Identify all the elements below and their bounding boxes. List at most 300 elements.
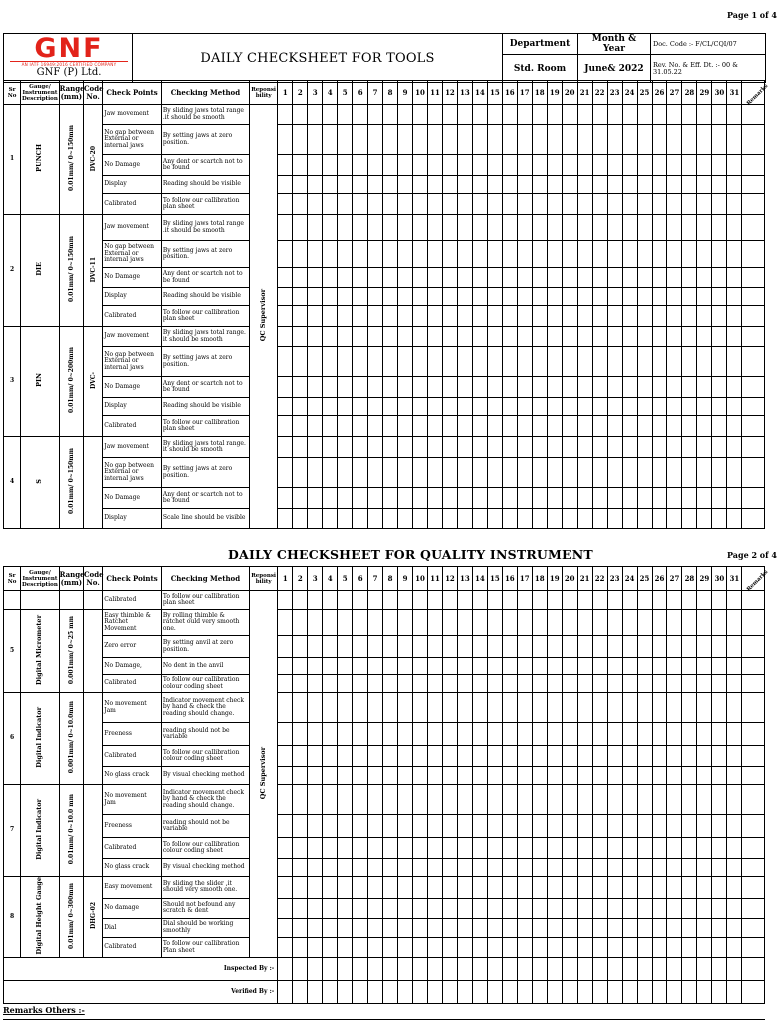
day-cell[interactable]	[293, 767, 308, 785]
remarks-cell[interactable]	[742, 859, 765, 877]
day-cell[interactable]	[532, 898, 547, 918]
day-cell[interactable]	[577, 176, 592, 194]
day-cell[interactable]	[517, 918, 532, 938]
day-cell[interactable]	[368, 488, 383, 509]
day-cell[interactable]	[383, 458, 398, 488]
day-cell[interactable]	[413, 416, 428, 437]
day-cell[interactable]	[457, 675, 472, 693]
day-cell[interactable]	[398, 838, 413, 859]
day-cell[interactable]	[682, 918, 697, 938]
day-cell[interactable]	[427, 215, 442, 241]
day-cell[interactable]	[502, 785, 517, 815]
day-cell[interactable]	[472, 306, 487, 327]
day-cell[interactable]	[712, 509, 727, 529]
day-cell[interactable]	[607, 981, 622, 1004]
day-cell[interactable]	[622, 398, 637, 416]
day-cell[interactable]	[577, 194, 592, 215]
day-cell[interactable]	[427, 767, 442, 785]
day-cell[interactable]	[712, 591, 727, 610]
day-cell[interactable]	[577, 416, 592, 437]
day-cell[interactable]	[413, 767, 428, 785]
day-cell[interactable]	[442, 898, 457, 918]
day-cell[interactable]	[682, 241, 697, 268]
day-cell[interactable]	[368, 838, 383, 859]
day-cell[interactable]	[577, 591, 592, 610]
day-cell[interactable]	[353, 176, 368, 194]
day-cell[interactable]	[562, 509, 577, 529]
day-cell[interactable]	[353, 241, 368, 268]
day-cell[interactable]	[383, 416, 398, 437]
day-cell[interactable]	[338, 437, 353, 458]
day-cell[interactable]	[622, 658, 637, 675]
day-cell[interactable]	[562, 176, 577, 194]
day-cell[interactable]	[547, 785, 562, 815]
day-cell[interactable]	[353, 658, 368, 675]
day-cell[interactable]	[727, 938, 742, 958]
day-cell[interactable]	[413, 918, 428, 938]
day-cell[interactable]	[383, 241, 398, 268]
day-cell[interactable]	[323, 877, 338, 899]
day-cell[interactable]	[517, 194, 532, 215]
day-cell[interactable]	[712, 176, 727, 194]
day-cell[interactable]	[577, 859, 592, 877]
day-cell[interactable]	[532, 877, 547, 899]
day-cell[interactable]	[368, 215, 383, 241]
day-cell[interactable]	[278, 416, 293, 437]
day-cell[interactable]	[323, 785, 338, 815]
day-cell[interactable]	[293, 176, 308, 194]
day-cell[interactable]	[427, 377, 442, 398]
day-cell[interactable]	[427, 877, 442, 899]
day-cell[interactable]	[427, 458, 442, 488]
day-cell[interactable]	[293, 241, 308, 268]
day-cell[interactable]	[293, 155, 308, 176]
day-cell[interactable]	[368, 155, 383, 176]
day-cell[interactable]	[308, 981, 323, 1004]
day-cell[interactable]	[517, 785, 532, 815]
day-cell[interactable]	[398, 347, 413, 377]
day-cell[interactable]	[667, 981, 682, 1004]
day-cell[interactable]	[592, 723, 607, 746]
day-cell[interactable]	[532, 176, 547, 194]
day-cell[interactable]	[727, 636, 742, 658]
day-cell[interactable]	[607, 488, 622, 509]
day-cell[interactable]	[562, 458, 577, 488]
day-cell[interactable]	[383, 746, 398, 767]
day-cell[interactable]	[607, 693, 622, 723]
day-cell[interactable]	[368, 327, 383, 347]
day-cell[interactable]	[368, 458, 383, 488]
day-cell[interactable]	[592, 194, 607, 215]
day-cell[interactable]	[577, 815, 592, 838]
day-cell[interactable]	[427, 194, 442, 215]
day-cell[interactable]	[712, 859, 727, 877]
day-cell[interactable]	[338, 898, 353, 918]
day-cell[interactable]	[562, 815, 577, 838]
day-cell[interactable]	[667, 723, 682, 746]
day-cell[interactable]	[413, 125, 428, 155]
day-cell[interactable]	[682, 125, 697, 155]
day-cell[interactable]	[547, 241, 562, 268]
day-cell[interactable]	[398, 938, 413, 958]
day-cell[interactable]	[547, 377, 562, 398]
day-cell[interactable]	[278, 268, 293, 288]
remarks-cell[interactable]	[742, 675, 765, 693]
day-cell[interactable]	[652, 591, 667, 610]
day-cell[interactable]	[383, 785, 398, 815]
day-cell[interactable]	[383, 377, 398, 398]
day-cell[interactable]	[622, 815, 637, 838]
day-cell[interactable]	[502, 591, 517, 610]
day-cell[interactable]	[413, 327, 428, 347]
day-cell[interactable]	[562, 838, 577, 859]
day-cell[interactable]	[607, 288, 622, 306]
day-cell[interactable]	[338, 746, 353, 767]
day-cell[interactable]	[547, 877, 562, 899]
day-cell[interactable]	[727, 509, 742, 529]
day-cell[interactable]	[697, 377, 712, 398]
day-cell[interactable]	[547, 509, 562, 529]
day-cell[interactable]	[353, 125, 368, 155]
day-cell[interactable]	[502, 176, 517, 194]
day-cell[interactable]	[442, 746, 457, 767]
day-cell[interactable]	[442, 306, 457, 327]
day-cell[interactable]	[338, 877, 353, 899]
day-cell[interactable]	[487, 194, 502, 215]
day-cell[interactable]	[293, 958, 308, 981]
day-cell[interactable]	[308, 125, 323, 155]
day-cell[interactable]	[607, 155, 622, 176]
day-cell[interactable]	[293, 377, 308, 398]
day-cell[interactable]	[398, 591, 413, 610]
day-cell[interactable]	[472, 785, 487, 815]
day-cell[interactable]	[622, 105, 637, 125]
day-cell[interactable]	[577, 877, 592, 899]
day-cell[interactable]	[427, 347, 442, 377]
day-cell[interactable]	[338, 194, 353, 215]
day-cell[interactable]	[562, 306, 577, 327]
day-cell[interactable]	[607, 815, 622, 838]
day-cell[interactable]	[712, 377, 727, 398]
day-cell[interactable]	[442, 785, 457, 815]
day-cell[interactable]	[427, 155, 442, 176]
day-cell[interactable]	[667, 398, 682, 416]
day-cell[interactable]	[442, 398, 457, 416]
day-cell[interactable]	[427, 815, 442, 838]
day-cell[interactable]	[562, 241, 577, 268]
day-cell[interactable]	[667, 416, 682, 437]
day-cell[interactable]	[607, 723, 622, 746]
day-cell[interactable]	[562, 877, 577, 899]
day-cell[interactable]	[383, 838, 398, 859]
day-cell[interactable]	[592, 838, 607, 859]
day-cell[interactable]	[308, 785, 323, 815]
day-cell[interactable]	[383, 981, 398, 1004]
day-cell[interactable]	[487, 241, 502, 268]
day-cell[interactable]	[712, 746, 727, 767]
day-cell[interactable]	[592, 458, 607, 488]
day-cell[interactable]	[413, 877, 428, 899]
remarks-cell[interactable]	[742, 488, 765, 509]
day-cell[interactable]	[487, 675, 502, 693]
day-cell[interactable]	[293, 347, 308, 377]
day-cell[interactable]	[697, 636, 712, 658]
day-cell[interactable]	[712, 288, 727, 306]
day-cell[interactable]	[293, 591, 308, 610]
day-cell[interactable]	[353, 398, 368, 416]
day-cell[interactable]	[637, 958, 652, 981]
day-cell[interactable]	[338, 591, 353, 610]
day-cell[interactable]	[472, 327, 487, 347]
day-cell[interactable]	[338, 268, 353, 288]
day-cell[interactable]	[622, 746, 637, 767]
day-cell[interactable]	[472, 767, 487, 785]
day-cell[interactable]	[457, 215, 472, 241]
day-cell[interactable]	[697, 675, 712, 693]
day-cell[interactable]	[427, 918, 442, 938]
day-cell[interactable]	[532, 416, 547, 437]
day-cell[interactable]	[323, 416, 338, 437]
day-cell[interactable]	[353, 785, 368, 815]
remarks-cell[interactable]	[742, 898, 765, 918]
day-cell[interactable]	[712, 898, 727, 918]
day-cell[interactable]	[338, 176, 353, 194]
day-cell[interactable]	[502, 488, 517, 509]
day-cell[interactable]	[427, 838, 442, 859]
day-cell[interactable]	[637, 416, 652, 437]
day-cell[interactable]	[562, 327, 577, 347]
day-cell[interactable]	[517, 723, 532, 746]
day-cell[interactable]	[592, 877, 607, 899]
day-cell[interactable]	[607, 658, 622, 675]
day-cell[interactable]	[308, 458, 323, 488]
day-cell[interactable]	[353, 105, 368, 125]
day-cell[interactable]	[308, 488, 323, 509]
day-cell[interactable]	[442, 416, 457, 437]
day-cell[interactable]	[727, 838, 742, 859]
day-cell[interactable]	[547, 859, 562, 877]
day-cell[interactable]	[517, 488, 532, 509]
day-cell[interactable]	[368, 377, 383, 398]
day-cell[interactable]	[592, 105, 607, 125]
day-cell[interactable]	[308, 918, 323, 938]
day-cell[interactable]	[457, 241, 472, 268]
day-cell[interactable]	[502, 125, 517, 155]
day-cell[interactable]	[368, 194, 383, 215]
day-cell[interactable]	[517, 898, 532, 918]
remarks-cell[interactable]	[742, 458, 765, 488]
day-cell[interactable]	[323, 591, 338, 610]
day-cell[interactable]	[427, 785, 442, 815]
day-cell[interactable]	[427, 859, 442, 877]
day-cell[interactable]	[293, 306, 308, 327]
day-cell[interactable]	[427, 723, 442, 746]
day-cell[interactable]	[413, 746, 428, 767]
day-cell[interactable]	[682, 488, 697, 509]
day-cell[interactable]	[712, 958, 727, 981]
day-cell[interactable]	[308, 898, 323, 918]
day-cell[interactable]	[532, 194, 547, 215]
day-cell[interactable]	[547, 746, 562, 767]
day-cell[interactable]	[682, 636, 697, 658]
day-cell[interactable]	[592, 746, 607, 767]
day-cell[interactable]	[323, 723, 338, 746]
day-cell[interactable]	[562, 125, 577, 155]
remarks-cell[interactable]	[742, 636, 765, 658]
day-cell[interactable]	[547, 437, 562, 458]
day-cell[interactable]	[383, 723, 398, 746]
day-cell[interactable]	[562, 105, 577, 125]
day-cell[interactable]	[308, 815, 323, 838]
day-cell[interactable]	[368, 610, 383, 636]
day-cell[interactable]	[487, 416, 502, 437]
day-cell[interactable]	[547, 658, 562, 675]
day-cell[interactable]	[383, 215, 398, 241]
day-cell[interactable]	[727, 877, 742, 899]
day-cell[interactable]	[383, 767, 398, 785]
day-cell[interactable]	[278, 125, 293, 155]
day-cell[interactable]	[308, 155, 323, 176]
day-cell[interactable]	[727, 723, 742, 746]
day-cell[interactable]	[472, 176, 487, 194]
day-cell[interactable]	[353, 215, 368, 241]
day-cell[interactable]	[278, 918, 293, 938]
remarks-cell[interactable]	[742, 981, 765, 1004]
day-cell[interactable]	[682, 347, 697, 377]
day-cell[interactable]	[457, 938, 472, 958]
day-cell[interactable]	[652, 347, 667, 377]
day-cell[interactable]	[413, 458, 428, 488]
day-cell[interactable]	[413, 938, 428, 958]
day-cell[interactable]	[323, 898, 338, 918]
day-cell[interactable]	[353, 958, 368, 981]
day-cell[interactable]	[697, 898, 712, 918]
day-cell[interactable]	[293, 859, 308, 877]
day-cell[interactable]	[353, 859, 368, 877]
day-cell[interactable]	[622, 288, 637, 306]
day-cell[interactable]	[682, 155, 697, 176]
day-cell[interactable]	[368, 918, 383, 938]
day-cell[interactable]	[353, 898, 368, 918]
day-cell[interactable]	[442, 194, 457, 215]
day-cell[interactable]	[532, 958, 547, 981]
day-cell[interactable]	[413, 898, 428, 918]
day-cell[interactable]	[712, 215, 727, 241]
day-cell[interactable]	[457, 746, 472, 767]
day-cell[interactable]	[727, 898, 742, 918]
day-cell[interactable]	[592, 377, 607, 398]
day-cell[interactable]	[592, 658, 607, 675]
day-cell[interactable]	[353, 488, 368, 509]
day-cell[interactable]	[442, 767, 457, 785]
day-cell[interactable]	[293, 437, 308, 458]
day-cell[interactable]	[502, 398, 517, 416]
day-cell[interactable]	[308, 215, 323, 241]
day-cell[interactable]	[487, 347, 502, 377]
day-cell[interactable]	[637, 610, 652, 636]
day-cell[interactable]	[712, 636, 727, 658]
day-cell[interactable]	[278, 437, 293, 458]
day-cell[interactable]	[652, 767, 667, 785]
day-cell[interactable]	[353, 815, 368, 838]
day-cell[interactable]	[472, 838, 487, 859]
day-cell[interactable]	[323, 288, 338, 306]
day-cell[interactable]	[562, 746, 577, 767]
day-cell[interactable]	[398, 194, 413, 215]
day-cell[interactable]	[697, 877, 712, 899]
day-cell[interactable]	[457, 416, 472, 437]
day-cell[interactable]	[308, 327, 323, 347]
day-cell[interactable]	[442, 215, 457, 241]
day-cell[interactable]	[547, 125, 562, 155]
day-cell[interactable]	[592, 416, 607, 437]
day-cell[interactable]	[727, 215, 742, 241]
day-cell[interactable]	[637, 268, 652, 288]
day-cell[interactable]	[697, 155, 712, 176]
day-cell[interactable]	[308, 610, 323, 636]
day-cell[interactable]	[682, 981, 697, 1004]
day-cell[interactable]	[398, 785, 413, 815]
day-cell[interactable]	[368, 347, 383, 377]
day-cell[interactable]	[562, 488, 577, 509]
day-cell[interactable]	[413, 591, 428, 610]
day-cell[interactable]	[652, 105, 667, 125]
day-cell[interactable]	[502, 458, 517, 488]
day-cell[interactable]	[532, 838, 547, 859]
day-cell[interactable]	[353, 377, 368, 398]
day-cell[interactable]	[427, 610, 442, 636]
day-cell[interactable]	[667, 838, 682, 859]
day-cell[interactable]	[398, 958, 413, 981]
day-cell[interactable]	[368, 815, 383, 838]
day-cell[interactable]	[667, 241, 682, 268]
day-cell[interactable]	[472, 155, 487, 176]
day-cell[interactable]	[577, 268, 592, 288]
day-cell[interactable]	[622, 241, 637, 268]
day-cell[interactable]	[502, 958, 517, 981]
day-cell[interactable]	[457, 693, 472, 723]
day-cell[interactable]	[652, 377, 667, 398]
day-cell[interactable]	[457, 877, 472, 899]
day-cell[interactable]	[323, 458, 338, 488]
day-cell[interactable]	[398, 105, 413, 125]
day-cell[interactable]	[413, 437, 428, 458]
day-cell[interactable]	[338, 125, 353, 155]
day-cell[interactable]	[278, 347, 293, 377]
day-cell[interactable]	[697, 458, 712, 488]
day-cell[interactable]	[652, 125, 667, 155]
day-cell[interactable]	[413, 306, 428, 327]
day-cell[interactable]	[278, 693, 293, 723]
day-cell[interactable]	[427, 437, 442, 458]
day-cell[interactable]	[293, 877, 308, 899]
day-cell[interactable]	[562, 658, 577, 675]
day-cell[interactable]	[487, 767, 502, 785]
day-cell[interactable]	[637, 636, 652, 658]
day-cell[interactable]	[293, 723, 308, 746]
day-cell[interactable]	[442, 488, 457, 509]
day-cell[interactable]	[562, 347, 577, 377]
day-cell[interactable]	[442, 241, 457, 268]
day-cell[interactable]	[278, 306, 293, 327]
day-cell[interactable]	[442, 859, 457, 877]
day-cell[interactable]	[667, 347, 682, 377]
day-cell[interactable]	[607, 194, 622, 215]
day-cell[interactable]	[592, 938, 607, 958]
day-cell[interactable]	[323, 327, 338, 347]
remarks-cell[interactable]	[742, 155, 765, 176]
day-cell[interactable]	[727, 377, 742, 398]
